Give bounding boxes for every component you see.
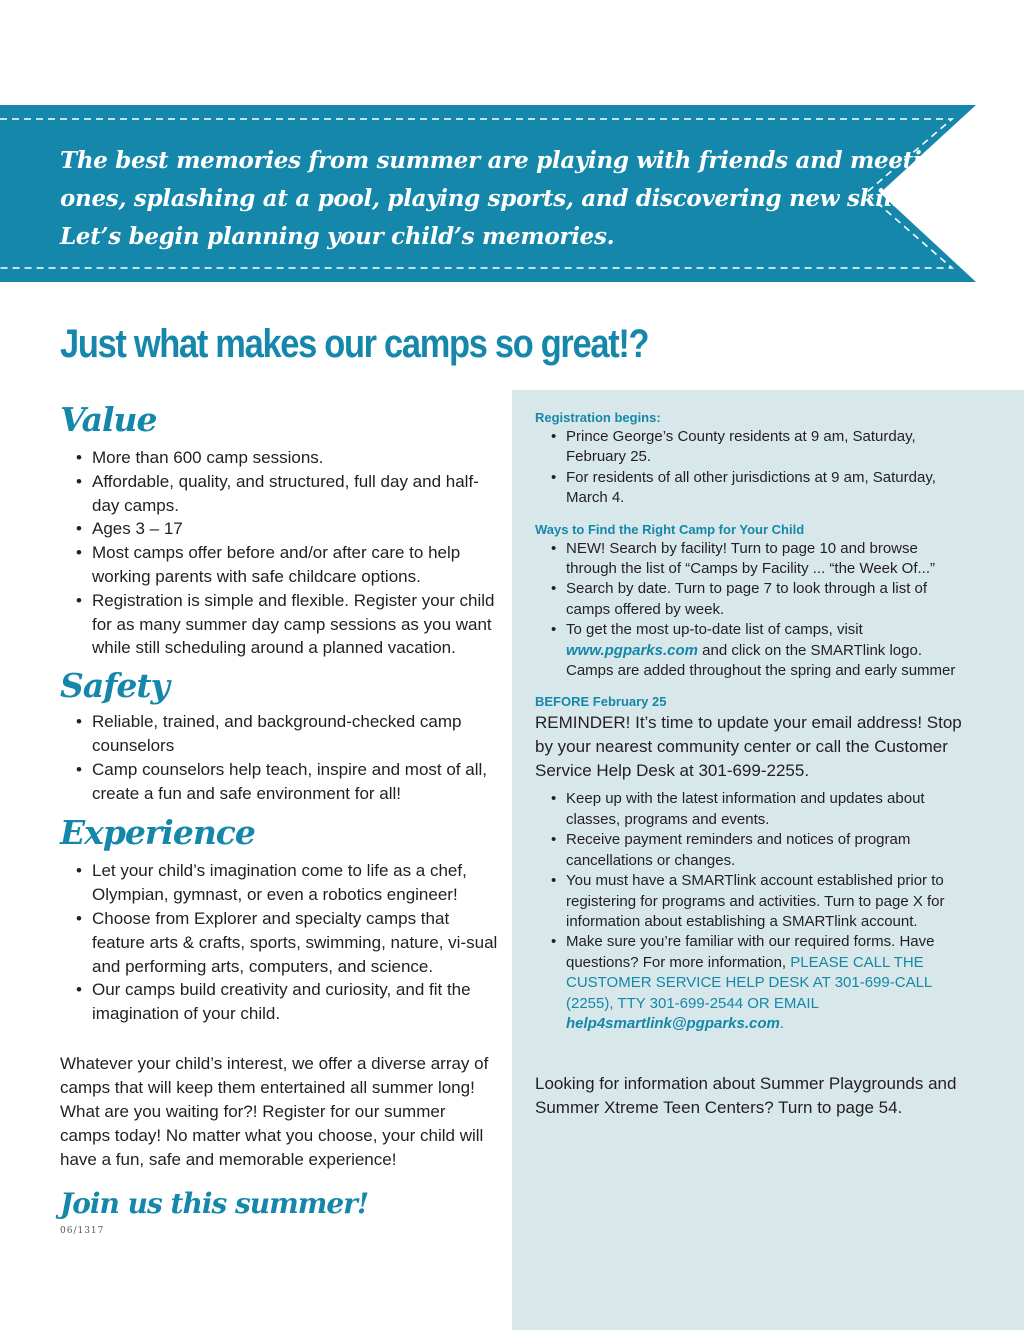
ways-list [535,539,965,682]
list-item: • Ages 3 – 17 [60,517,500,541]
item-text: . [779,1014,785,1032]
closing-paragraph: Whatever your child’s interest, we offer a diverse array of camps that will keep them entertained all summer long! What are you waiting for?! Register for our summer camps today! No matter what you choose, your child will have a fun, safe and memorable experience! [60,1053,489,1169]
page-headline: Just what makes our camps so great!? [60,322,649,366]
experience-list [60,859,500,1026]
registration-list [535,427,965,509]
list-item: • Registration is simple and flexible. Register your child for as many summer day camp sessions as you want while still scheduling around a planned vacation. [60,589,500,660]
banner-line: The best memories from summer are playing with friends and meeting new [60,147,1012,174]
value-heading: Value [60,400,157,439]
list-item: • For residents of all other jurisdictions at 9 am, Saturday, March 4. [535,468,965,509]
list-item: • You must have a SMARTlink account established prior to registering for programs and activities. Turn to page X for information about establishing a SMARTlink account. [535,871,965,932]
ways-heading: Ways to Find the Right Camp for Your Child [535,521,805,537]
safety-heading: Safety [60,666,169,706]
list-item [535,932,965,1034]
document-code: 06/1317 [60,1225,105,1236]
list-item: • Most camps offer before and/or after care to help working parents with safe childcare options. [60,541,500,589]
list-item: • Receive payment reminders and notices of program cancellations or changes. [535,830,965,871]
join-tagline: Join us this summer! [60,1186,369,1220]
list-item: • Search by date. Turn to page 7 to look through a list of camps offered by week. [535,579,965,620]
list-item: • Prince George’s County residents at 9 am, Saturday, February 25. [535,427,965,468]
experience-heading: Experience [60,813,255,853]
list-item: • Choose from Explorer and specialty camps that feature arts & crafts, sports, swimming, nature, vi-sual and performing arts, computers, and science. [60,907,500,978]
sidebar-content [535,409,965,1120]
banner [0,105,1012,282]
registration-heading: Registration begins: [535,410,661,425]
banner-line: ones, splashing at a pool, playing sports, and discovering new skills. [60,185,921,212]
main-column [60,398,500,1236]
before-heading: BEFORE February 25 [535,694,667,710]
safety-list [60,710,500,805]
list-item: • Camp counselors help teach, inspire and most of all, create a fun and safe environment for all! [60,758,500,806]
call-help-desk-text: PLEASE CALL THE CUSTOMER SERVICE HELP DESK AT 301-699-CALL (2255), TTY 301-699-2544 OR EMAIL [566,953,932,1012]
help-email-link[interactable]: help4smartlink@pgparks.com [566,1014,780,1032]
item-text: To get the most up-to-date list of camps, visit [566,621,863,639]
before-list [535,789,965,1034]
list-item [535,620,965,681]
list-item: • More than 600 camp sessions. [60,446,500,470]
pgparks-link[interactable]: www.pgparks.com [566,641,698,659]
item-text: and click on the SMARTlink logo. Camps are added throughout the spring and early summer [566,641,956,680]
banner-line: Let’s begin planning your child’s memories. [60,223,615,250]
list-item: • Reliable, trained, and background-checked camp counselors [60,710,500,758]
reminder-paragraph: REMINDER! It’s time to update your email address! Stop by your nearest community center or call the Customer Service Help Desk at 301-699-2255. [535,713,962,781]
looking-paragraph: Looking for information about Summer Playgrounds and Summer Xtreme Teen Centers? Turn to page 54. [535,1074,957,1118]
value-list [60,446,500,660]
list-item: • Our camps build creativity and curiosity, and fit the imagination of your child. [60,978,500,1026]
list-item: • Let your child’s imagination come to life as a chef, Olympian, gymnast, or even a robotics engineer! [60,859,500,907]
item-text: Make sure you’re familiar with our required forms. Have questions? For more information, [566,933,935,971]
banner-text [60,142,1012,256]
list-item: • Affordable, quality, and structured, full day and half-day camps. [60,470,500,518]
list-item: • Keep up with the latest information and updates about classes, programs and events. [535,789,965,830]
list-item: • NEW! Search by facility! Turn to page 10 and browse through the list of “Camps by Facility ... “the Week Of...” [535,539,965,580]
